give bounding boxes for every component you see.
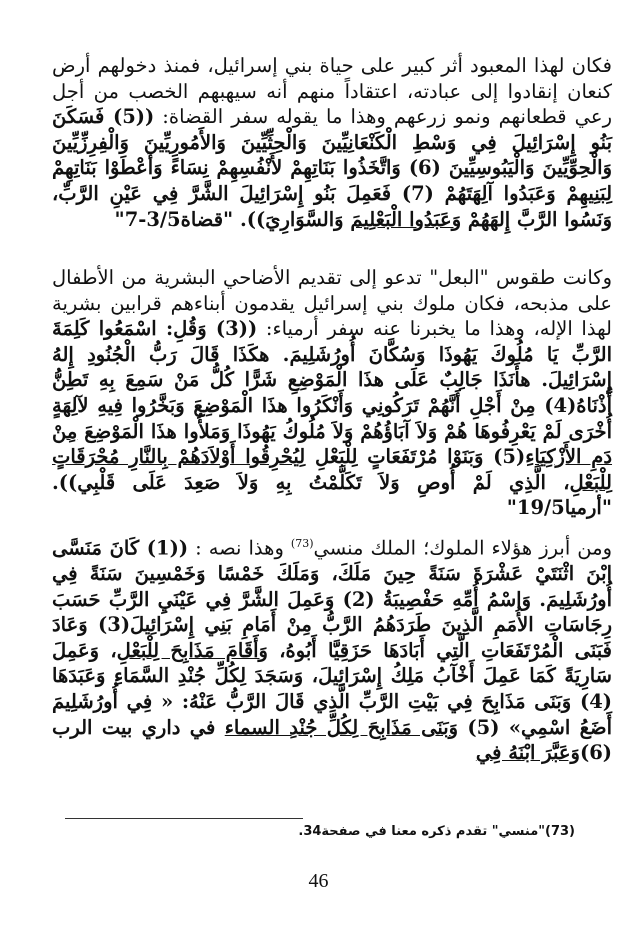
verse-text: (6) [579,741,612,765]
verse-text: ، الَّذِي لَمْ أُوصِ وَلاَ تَكَلَّمْتُ بِهِ وَلاَ صَعِدَ عَلَى قَلْبِي)). "أرميا19/5" [52,470,612,520]
footnote: (73)"منسي" تقدم ذكره معنا في صفحة34. [298,824,575,839]
underlined-verse-text: لِيُحْرِقُوا أَوْلاَدَهُمْ بِالنَّارِ مُحْرَقَاتٍ لِلْبَعْلِ [52,445,612,494]
underlined-verse-text: وَعَبَّرَ ابْنَهُ فِي [475,741,580,765]
paragraph-child-sacrifice [52,265,612,521]
body-text: فكان لهذا المعبود أثر كبير على حياة بني إسرائيل، فمنذ دخولهم أرض كنعان إنقادوا إلى عبادته، اعتقاداً منهم أنه سيهبهم الخصب من أجل رعي قطعانهم ونمو زرعهم وهذا ما يقوله سفر القضاة: [52,54,612,129]
verse-text: ، وَعَمِلَ سَارِيَةً كَمَا عَمِلَ أَخْآبُ مَلِكُ إِسْرَائِيلَ، وَسَجَدَ لِكُلِّ جُنْدِ السَّمَاءِ وَعَبَدَهَا (4) وَبَنَى مَذَابِحَ فِي بَيْتِ الرَّبِّ الَّذِي قَالَ الرَّبُّ عَنْهُ: « فِي أُورُشَلِيمَ أَضَعُ اسْمِي» (5) [52,638,613,739]
page-number: 46 [308,870,329,892]
footnote-separator [65,818,303,819]
paragraph-baal-influence [52,53,612,232]
underlined-verse-text: مِنْ دَمِ الأَزْكِيَاءِ [52,419,613,469]
underlined-verse-text: وَبَنَى مَذَابِحَ لِكُلِّ جُنْدِ السماء [224,715,459,739]
verse-text: في داري بيت الرب [52,715,225,739]
paragraph-king-manasseh [52,531,612,766]
body-text: وهذا نصه : [188,536,291,560]
underlined-verse-text: وَعَبَدُوا الْبَعْلِيمَ [350,207,462,231]
verse-text: وَالسَّوَارِيَ)). "قضاة3/5-7" [114,207,351,231]
body-text: وكانت طقوس "البعل" تدعو إلى تقديم الأضاحي البشرية من الأطفال على مذبحه، فكان ملوك بني إسرائيل يقدمون أبناءهم قرابين بشرية لهذا الإله، وهذا ما يخبرنا عنه سفر أرمياء: [52,266,612,341]
verse-text: (5) وَبَنَوْا مُرْتَفَعَاتٍ لِلْبَعْلِ [305,445,526,469]
verse-text: ((5) فَسَكَنَ بَنُو إِسْرَائِيلَ فِي وَسْطِ الْكَنْعَانِيِّينَ وَالْحِثِّيِّينَ وَالأَمُورِيِّينَ وَالْفِرِزِّيِّينَ وَالْحِوِّيِّينَ وَالْيَبُوسِيِّينَ (6) وَاتَّخَذُوا بَنَاتِهِمْ لأَنْفُسِهِمْ نِسَاءً وَأَعْطَوْا بَنَاتِهِمْ لِبَنِيهِمْ وَعَبَدُوا آلِهَتَهُمْ (7) فَعَمِلَ بَنُو إِسْرَائِيلَ الشَّرَّ فِي عَيْنِ الرَّبِّ، وَنَسُوا الرَّبَّ إِلهَهُمْ [52,105,613,231]
footnote-reference: (73) [290,537,314,550]
verse-text: ((1) كَانَ مَنَسَّى ابْنَ اثْنَتَيْ عَشْرَةَ سَنَةً حِينَ مَلَكَ، وَمَلَكَ خَمْسًا وَخَمْسِينَ سَنَةً فِي أُورُشَلِيمَ. وَاسْمُ أُمِّهِ حَفْصِيبَةُ (2) وَعَمِلَ الشَّرَّ فِي عَيْنَيِ الرَّبِّ حَسَبَ رِجَاسَاتِ الأُمَمِ الَّذِينَ طَرَدَهُمُ الرَّبُّ مِنْ أَمَامِ بَنِي إِسْرَائِيلَ(3) وَعَادَ فَبَنَى الْمُرْتَفَعَاتِ الَّتِي أَبَادَهَا حَزَقِيَّا أَبُوهُ، [52,536,612,662]
verse-text: ((3) وَقُلِ: اسْمَعُوا كَلِمَةَ الرَّبِّ يَا مُلُوكَ يَهُوذَا وَسُكَّانَ أُورُشَلِيمَ. هكَذَا قَالَ رَبُّ الْجُنُودِ إِلهُ إِسْرَائِيلَ. هأَنَذَا جَالِبٌ عَلَى هذَا الْمَوْضِعِ شَرًّا كُلُّ مَنْ سَمِعَ بِهِ تَطِنُّ أُذْنَاهُ(4) مِنْ أَجْلِ أَنَّهُمْ تَرَكُونِي وَأَنْكَرُوا هذَا الْمَوْضِعَ وَبَخَّرُوا فِيهِ لآلِهَةٍ أُخْرَى لَمْ يَعْرِفُوهَا هُمْ وَلاَ آبَاؤُهُمْ وَلاَ مُلُوكُ يَهُوذَا وَمَلأُوا هذَا الْمَوْضِعَ [52,317,612,443]
underlined-verse-text: وَأَقَامَ مَذَابِحَ لِلْبَعْلِ [116,638,268,662]
body-text: ومن أبرز هؤلاء الملوك؛ الملك منسي [313,536,613,560]
